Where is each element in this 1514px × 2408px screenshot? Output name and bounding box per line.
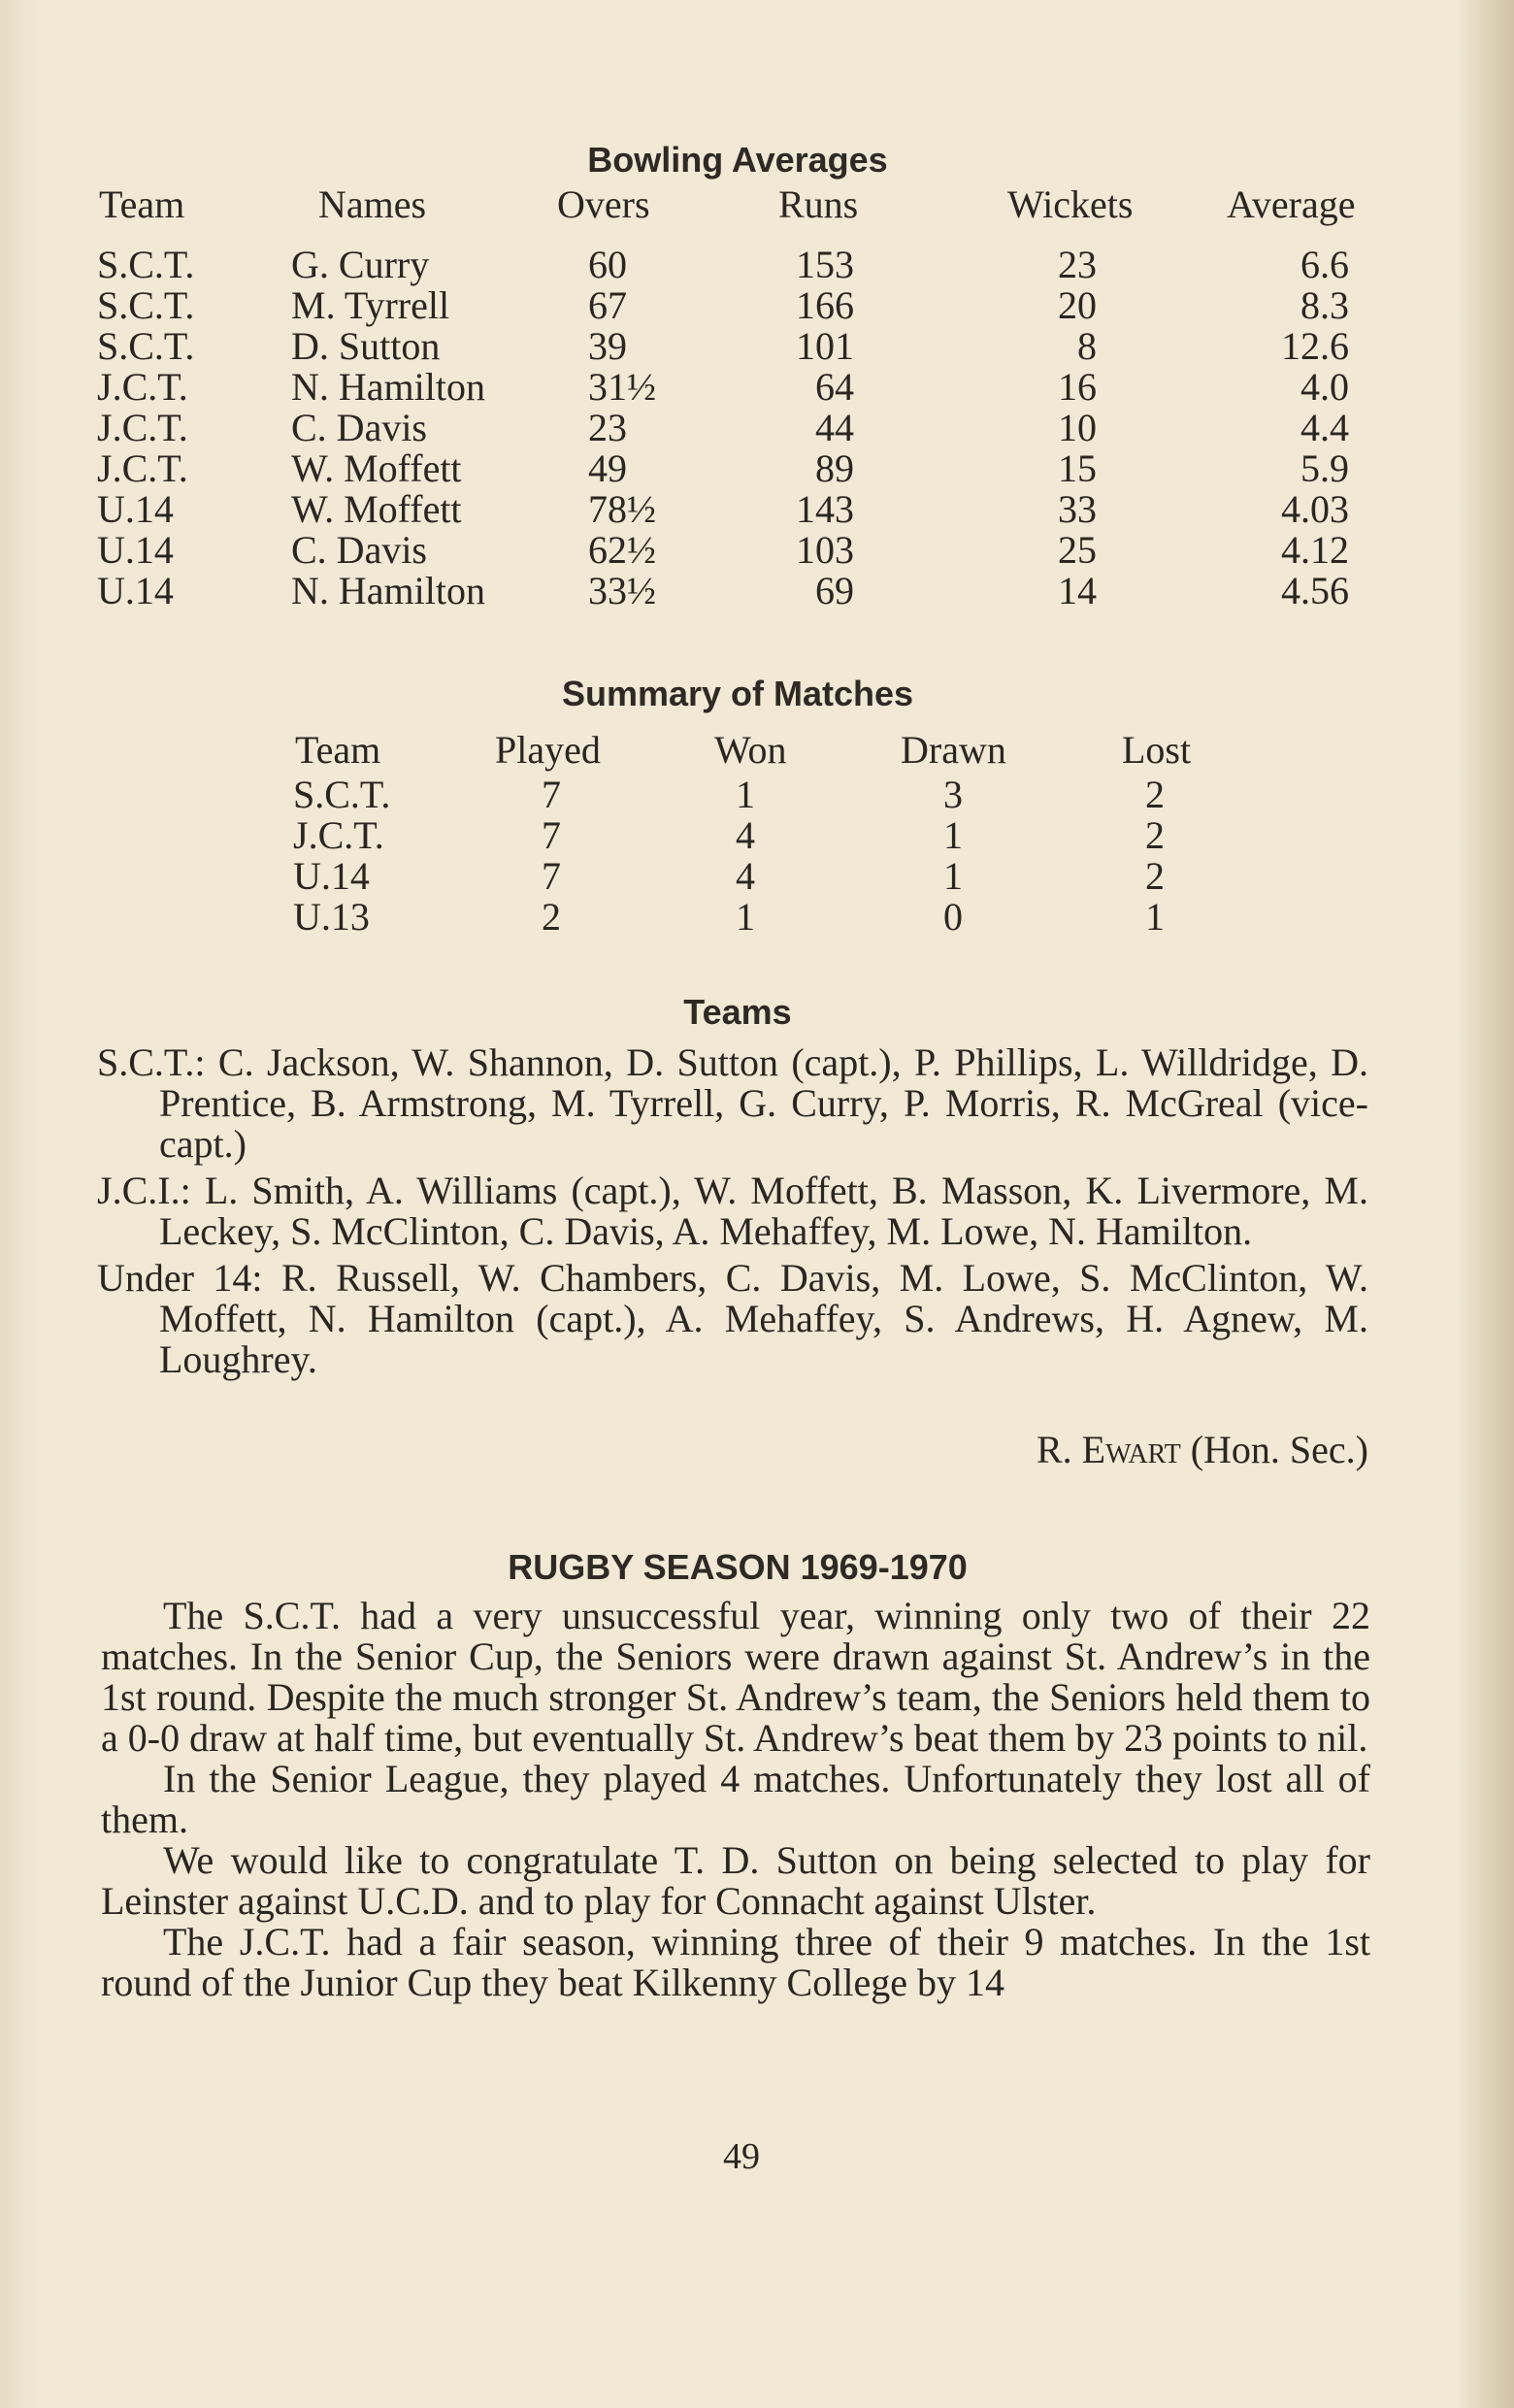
table-cell: C. Davis [291,528,427,572]
table-cell: 33 [1058,487,1097,531]
table-cell: J.C.T. [97,446,188,490]
table-cell: 2 [1145,854,1165,898]
table-cell: 7 [542,773,561,816]
table-cell: 25 [1058,528,1097,572]
table-cell: 5.9 [1300,446,1349,490]
rugby-paragraph: The J.C.T. had a fair season, winning three of their 9 matches. In the 1st round of the Junior Cup they beat Kilkenny College by 14 [101,1920,1370,2004]
table-cell: 7 [542,813,561,857]
table-row [0,448,1475,489]
table-cell: M. Tyrrell [291,283,450,327]
table-row [0,408,1475,448]
table-cell: C. Davis [291,406,427,449]
table-cell: J.C.T. [293,813,384,857]
table-cell: N. Hamilton [291,365,485,409]
bowling-table [0,184,1475,611]
table-cell: U.14 [97,528,174,572]
teams-title: Teams [683,992,792,1032]
team-entry: Under 14: R. Russell, W. Chambers, C. Davis, M. Lowe, S. McClinton, W. Moffett, N. Hamilton (capt.), A. Mehaffey, S. Andrews, H. Agnew, M. Loughrey. [97,1256,1368,1381]
signature [1037,1427,1368,1472]
table-row [0,897,1475,938]
table-cell: 60 [588,243,627,286]
rugby-paragraph: We would like to congratulate T. D. Sutton on being selected to play for Leinster against U.C.D. and to play for Connacht against Ulster. [101,1838,1370,1923]
summary-header: Played [495,728,601,772]
table-cell: 15 [1058,446,1097,490]
team-entry: J.C.I.: L. Smith, A. Williams (capt.), W. Moffett, B. Masson, K. Livermore, M. Leckey, S. McClinton, C. Davis, A. Mehaffey, M. Lowe, N. Hamilton. [97,1169,1368,1253]
table-cell: 23 [1058,243,1097,286]
table-cell: U.13 [293,895,370,939]
table-cell: W. Moffett [291,487,462,531]
table-cell: U.14 [97,487,174,531]
table-row [0,326,1475,367]
table-cell: 4.56 [1281,569,1349,612]
table-cell: 4.4 [1300,406,1349,449]
table-cell: U.14 [97,569,174,612]
table-cell: 166 [796,283,854,327]
table-cell: 4.12 [1281,528,1349,572]
rugby-text [101,1596,1370,2003]
table-cell: 10 [1058,406,1097,449]
bowling-header: Runs [778,182,859,226]
table-cell: 143 [796,487,854,531]
table-cell: 4 [736,854,755,898]
table-cell: 4 [736,813,755,857]
table-cell: G. Curry [291,243,430,286]
table-cell: 69 [815,569,854,612]
table-cell: S.C.T. [97,324,195,368]
summary-header: Lost [1122,728,1192,772]
table-cell: 39 [588,324,627,368]
bowling-header-row [0,184,1475,245]
table-cell: S.C.T. [97,243,195,286]
table-cell: U.14 [293,854,370,898]
summary-header: Won [714,728,787,772]
table-row [0,245,1475,285]
table-cell: 33½ [588,569,656,612]
table-cell: 1 [943,813,963,857]
table-row [0,530,1475,571]
summary-header-row [0,730,1475,775]
team-entry: S.C.T.: C. Jackson, W. Shannon, D. Sutton (capt.), P. Phillips, L. Willdridge, D. Prentice, B. Armstrong, M. Tyrrell, G. Curry, P. Morris, R. McGreal (vice-capt.) [97,1040,1368,1166]
bowling-header: Wickets [1007,182,1134,226]
table-cell: 12.6 [1281,324,1349,368]
table-cell: 31½ [588,365,656,409]
bowling-header: Average [1227,182,1356,226]
table-cell: 78½ [588,487,656,531]
summary-title: Summary of Matches [561,674,914,713]
table-cell: 16 [1058,365,1097,409]
table-cell: 2 [1145,813,1165,857]
table-cell: 153 [796,243,854,286]
table-cell: 101 [796,324,854,368]
table-cell: 1 [736,895,755,939]
table-cell: 64 [815,365,854,409]
table-cell: 8 [1077,324,1097,368]
table-cell: 6.6 [1300,243,1349,286]
summary-header: Team [295,728,381,772]
bowling-header: Team [99,182,185,226]
table-cell: N. Hamilton [291,569,485,612]
bowling-header: Overs [557,182,650,226]
teams-list [97,1042,1368,1386]
table-row [0,367,1475,408]
table-cell: 1 [1145,895,1165,939]
table-cell: 3 [943,773,963,816]
summary-table [0,730,1475,938]
rugby-paragraph: The S.C.T. had a very unsuccessful year, winning only two of their 22 matches. In the Senior Cup, the Seniors were drawn against St. Andrew’s in the 1st round. Despite the much stronger St. Andrew’s team, the Seniors held them to a 0-0 draw at half time, but eventually St. Andrew’s beat them by 23 points to nil. [101,1594,1370,1760]
signature-name: R. Ewart [1036,1428,1181,1471]
table-cell: 2 [542,895,561,939]
table-cell: S.C.T. [97,283,195,327]
table-cell: 1 [736,773,755,816]
table-cell: 20 [1058,283,1097,327]
table-row [0,489,1475,530]
table-cell: 7 [542,854,561,898]
table-row [0,285,1475,326]
table-cell: 67 [588,283,627,327]
table-cell: D. Sutton [291,324,441,368]
table-cell: 14 [1058,569,1097,612]
table-cell: 103 [796,528,854,572]
page-number: 49 [723,2136,760,2177]
table-cell: 23 [588,406,627,449]
table-cell: 4.03 [1281,487,1349,531]
table-row [0,775,1475,815]
table-cell: J.C.T. [97,406,188,449]
table-cell: W. Moffett [291,446,462,490]
table-cell: 4.0 [1300,365,1349,409]
table-cell: 62½ [588,528,656,572]
table-row [0,856,1475,897]
bowling-header: Names [318,182,427,226]
table-row [0,571,1475,611]
bowling-title: Bowling Averages [587,140,888,180]
table-cell: J.C.T. [97,365,188,409]
table-cell: 2 [1145,773,1165,816]
table-cell: 49 [588,446,627,490]
summary-header: Drawn [901,728,1006,772]
table-cell: 8.3 [1300,283,1349,327]
table-cell: 89 [815,446,854,490]
signature-role: (Hon. Sec.) [1190,1428,1368,1471]
table-row [0,815,1475,856]
table-cell: 44 [815,406,854,449]
table-cell: 1 [943,854,963,898]
rugby-title: RUGBY SEASON 1969-1970 [508,1547,968,1587]
rugby-paragraph: In the Senior League, they played 4 matches. Unfortunately they lost all of them. [101,1757,1370,1841]
table-cell: S.C.T. [293,773,391,816]
table-cell: 0 [943,895,963,939]
